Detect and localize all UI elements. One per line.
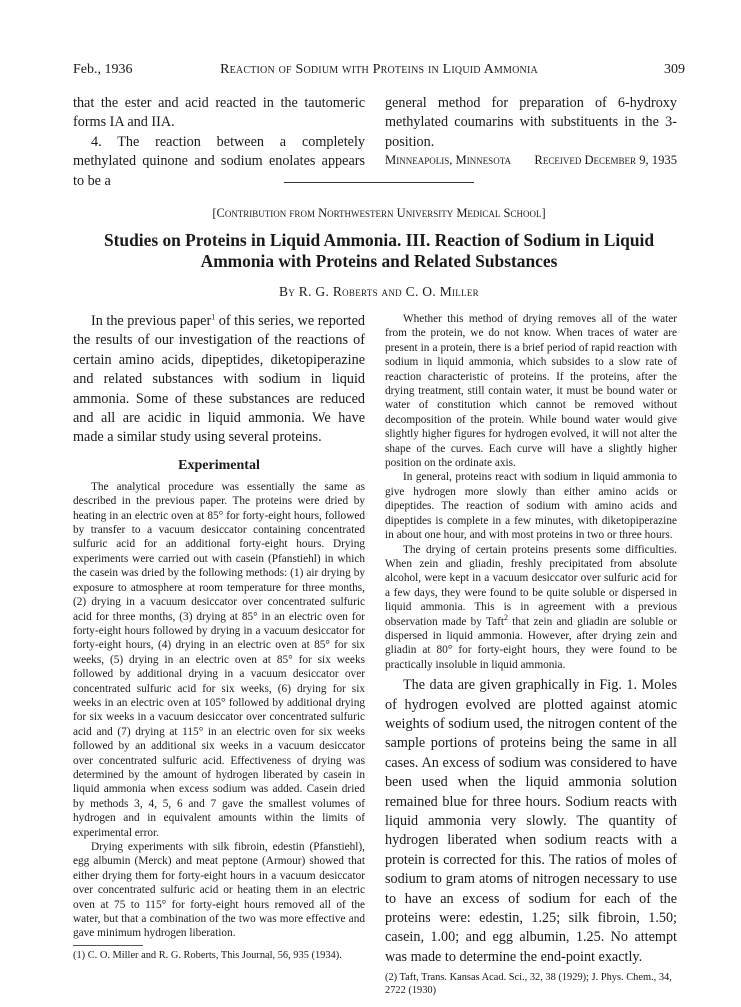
page-number: 309 bbox=[664, 62, 685, 77]
previous-article-conclusion-right bbox=[385, 94, 677, 168]
intro-paragraph bbox=[73, 312, 365, 448]
received-date: Received December 9, 1935 bbox=[534, 153, 677, 168]
contribution-line: [Contribution from Northwestern University Medical School] bbox=[212, 206, 546, 220]
byline: By R. G. Roberts and C. O. Miller bbox=[278, 284, 479, 299]
received-line bbox=[385, 153, 677, 168]
conclusion-item-4: 4. The reaction between a completely methylated quinone and sodium enolates appears to be a bbox=[73, 133, 365, 189]
previous-article-conclusion-left bbox=[73, 94, 365, 191]
section-heading: Experimental bbox=[178, 457, 260, 473]
running-title: Reaction of Sodium with Proteins in Liquid Ammonia bbox=[220, 62, 538, 77]
article-title: Studies on Proteins in Liquid Ammonia. III. Reaction of Sodium in Liquid Ammonia with Proteins and Related Substances bbox=[103, 230, 655, 271]
left-column bbox=[73, 312, 365, 962]
issue-date: Feb., 1936 bbox=[73, 62, 133, 77]
conclusion-continuation: general method for preparation of 6-hydroxy methylated coumarins with substituents in the 3-position. bbox=[385, 95, 677, 150]
reaction-rate-paragraph: In general, proteins react with sodium in liquid ammonia to give hydrogen more slowly than either amino acids or dipeptides. The reaction of sodium with amino acids and dipeptides is complete in a few minutes, with diketopiperazine in about one hour, and with most proteins in two or three hours. bbox=[385, 471, 677, 542]
right-column bbox=[385, 312, 677, 997]
intro-text-b: of this series, we reported the results of our investigation of the reactions of certain amino acids, dipeptides, diketopiperazine and related substances with sodium in liquid ammonia. Some of these substances are reduced and all are acidic in liquid ammonia. We have made a similar study using several proteins. bbox=[73, 313, 365, 446]
footnote-ref-2: 2 bbox=[504, 612, 509, 622]
zein-text-b: that zein and gliadin are soluble or dispersed in liquid ammonia. However, after drying zein and gliadin at 80° for forty-eight hours, they were found to be practically insoluble in liquid ammonia. bbox=[385, 615, 678, 671]
footnote-2: (2) Taft, Trans. Kansas Acad. Sci., 32, 38 (1929); J. Phys. Chem., 34, 2722 (1930) bbox=[385, 972, 672, 997]
zein-gliadin-paragraph bbox=[385, 543, 677, 673]
article-divider bbox=[284, 182, 474, 183]
footnote-rule bbox=[73, 945, 143, 946]
drying-water-paragraph: Whether this method of drying removes all of the water from the protein, we do not know. When traces of water are present in a protein, there is a brief period of rapid reaction with sodium in liquid ammonia, which subsides to a slow rate of reaction characteristic of proteins. If the proteins, after the drying treatment, still contain water, it must be bound water or water of constitution which cannot be removed without decomposition of the protein. While bound water would give slightly higher figures for hydrogen evolved, it will not alter the shape of the curves. Each curve will have a slightly higher position on the ordinate axis. bbox=[385, 313, 677, 470]
experimental-paragraph-1: The analytical procedure was essentially the same as described in the previous paper. The proteins were dried by heating in an electric oven at 85° for forty-eight hours, followed by transfer to a vacuum desiccator containing concentrated sulfuric acid for an additional forty-eight hours. Drying experiments were carried out with casein (Pfanstiehl) in which the casein was dried by the following methods: (1) air drying by exposure to atmosphere at room temperature for three months, (2) drying in a vacuum desiccator over concentrated sulfuric acid for three months, (3) drying at 85° in an electric oven for forty-eight hours followed by drying in a vacuum desiccator for forty-eight hours, (4) drying in an electric oven at 85° for six weeks, (5) drying in an electric oven at 85° for six weeks followed by additional drying in a vacuum desiccator over concentrated sulfuric acid for six weeks, (6) drying for six weeks in an electric oven at 105° followed by additional drying for six weeks in a vacuum desiccator over concentrated sulfuric acid and (7) drying at 115° in an electric oven for six weeks followed by an additional six weeks in a vacuum desiccator over concentrated sulfuric acid. Effectiveness of drying was determined by the amount of hydrogen liberated by casein in liquid ammonia when excess sodium was added. Casein dried by methods 3, 4, 5, 6 and 7 gave the smallest volumes of hydrogen and in equivalent amounts within the limits of experimental error. bbox=[73, 480, 365, 839]
footnote-ref-1: 1 bbox=[211, 312, 216, 322]
data-paragraph: The data are given graphically in Fig. 1. Moles of hydrogen evolved are plotted against atomic weights of sodium used, the nitrogen content of the sample portions of proteins being the same in all cases. An excess of sodium was considered to have been used when the liquid ammonia solution remained blue for three hours. Sodium reacts with liquid ammonia very slowly. The quantity of hydrogen liberated when sodium reacts with a protein is corrected for this. The ratios of moles of sodium to gram atoms of nitrogen necessary to use to have an excess of sodium for each of the proteins were: edestin, 1.25; silk fibroin, 1.50; casein, 1.00; and egg albumin, 1.25. No attempt was made to determine the end-point exactly. bbox=[385, 677, 677, 965]
footnote-1: (1) C. O. Miller and R. G. Roberts, This Journal, 56, 935 (1934). bbox=[73, 949, 342, 961]
intro-text-a: In the previous paper bbox=[91, 313, 212, 329]
conclusion-paragraph: that the ester and acid reacted in the tautomeric forms IA and IIA. bbox=[73, 95, 365, 131]
zein-text-a: The drying of certain proteins presents some difficulties. When zein and gliadin, freshly precipitated from absolute alcohol, were kept in a vacuum desiccator over sulfuric acid for a few days, they were found to be quite soluble or dispersed in liquid ammonia. This is in agreement with a previous observation made by Taft bbox=[385, 543, 677, 628]
author-location: Minneapolis, Minnesota bbox=[385, 153, 511, 168]
experimental-paragraph-2: Drying experiments with silk fibroin, edestin (Pfanstiehl), egg albumin (Merck) and meat peptone (Armour) showed that either drying them for forty-eight hours in a vacuum desiccator over concentrated sulfuric acid or heating them in an electric oven at 75 to 115° for forty-eight hours removed all of the water, but that a combination of the two was more effective and gave minimum hydrogen liberation. bbox=[73, 841, 365, 940]
running-head bbox=[73, 62, 685, 82]
journal-page bbox=[73, 0, 685, 1007]
